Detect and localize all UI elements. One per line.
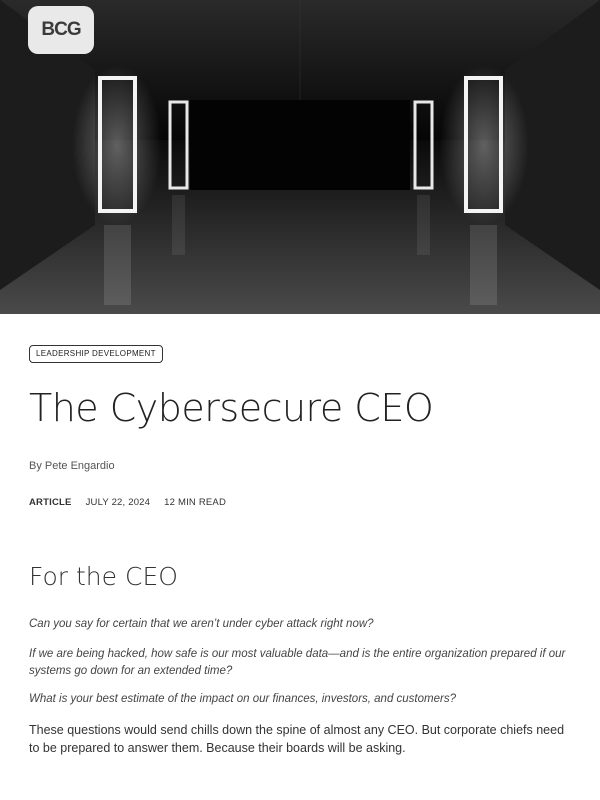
section-heading: For the CEO	[29, 562, 178, 591]
topic-tag[interactable]: LEADERSHIP DEVELOPMENT	[29, 345, 163, 363]
question-3: What is your best estimate of the impact on our finances, investors, and customers?	[29, 693, 456, 705]
article-meta	[29, 497, 226, 508]
page-title: The Cybersecure CEO	[29, 386, 434, 430]
question-2: If we are being hacked, how safe is our most valuable data—and is the entire organization prepared if our systems go down for an extended time?	[29, 648, 566, 677]
hero-image	[0, 0, 600, 314]
read-time: 12 MIN READ	[164, 497, 227, 508]
author-byline: By Pete Engardio	[29, 460, 115, 472]
question-1: Can you say for certain that we aren’t under cyber attack right now?	[29, 618, 374, 630]
content-type: ARTICLE	[29, 497, 72, 508]
body-paragraph: These questions would send chills down the spine of almost any CEO. But corporate chiefs need to be prepared to answer them. Because their boards will be asking.	[29, 723, 565, 755]
bcg-logo[interactable]: BCG	[28, 6, 94, 54]
publish-date: JULY 22, 2024	[85, 497, 151, 508]
article-tags	[29, 343, 574, 363]
